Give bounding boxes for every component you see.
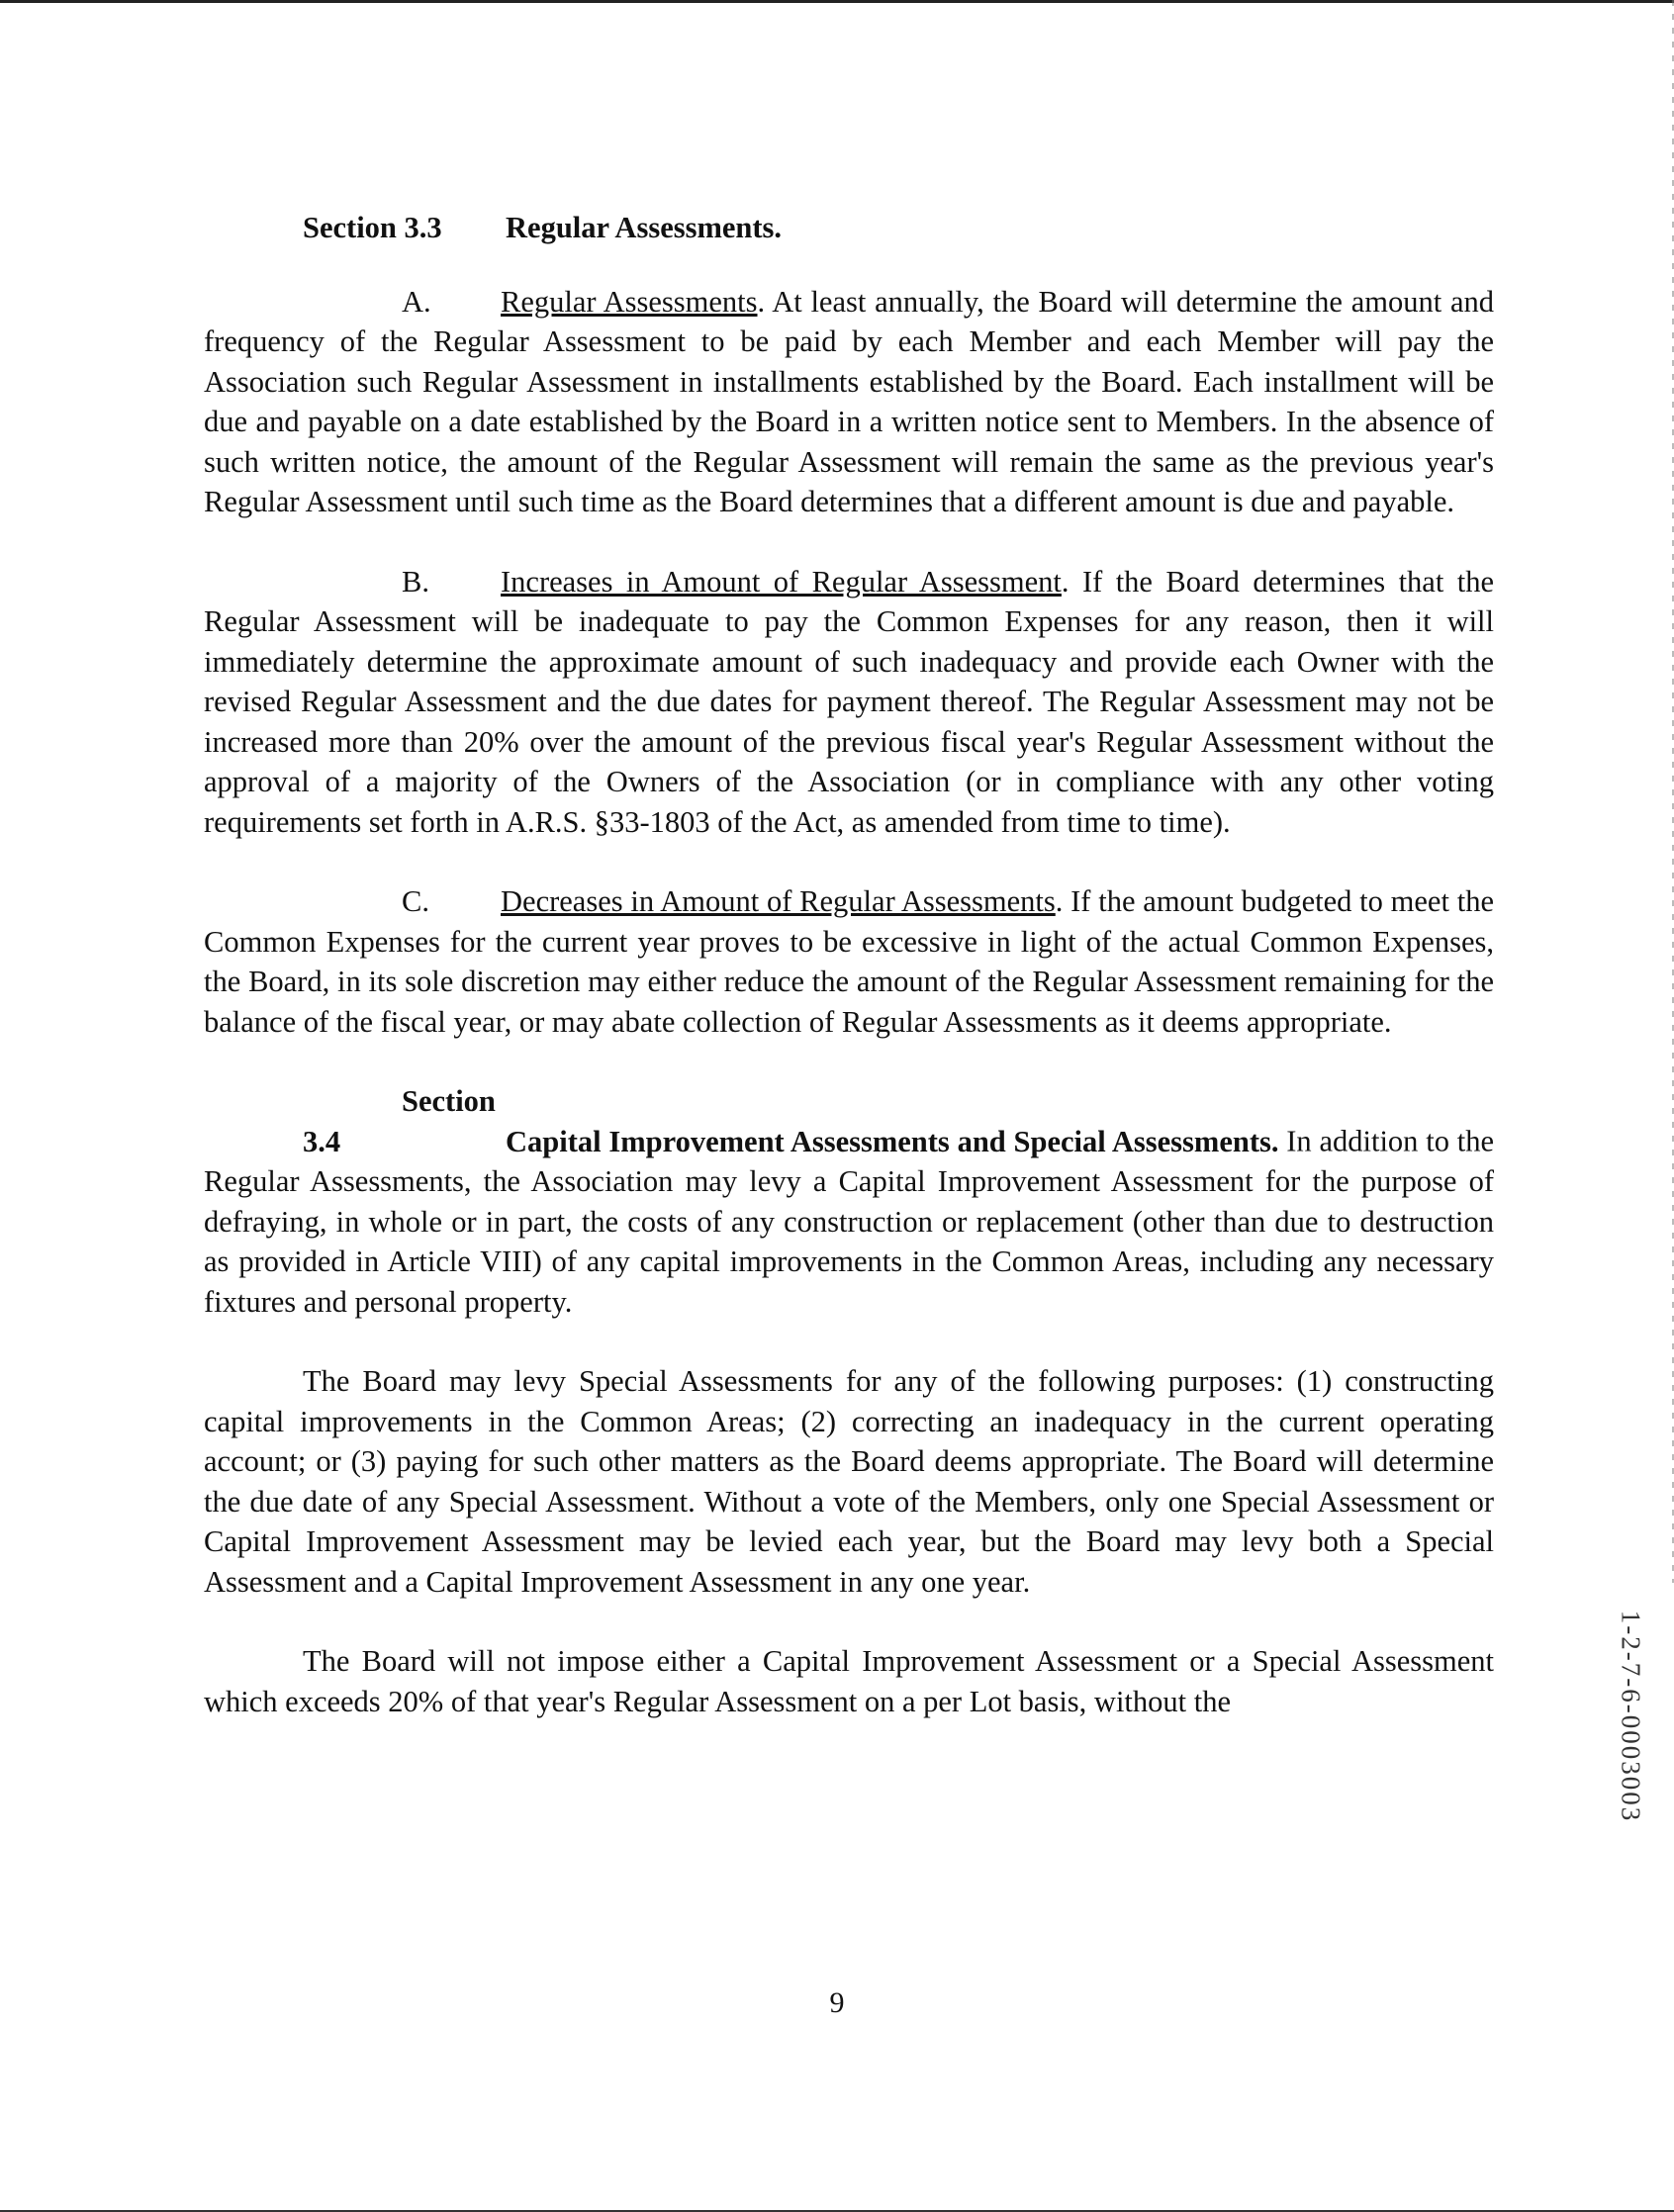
scan-top-border bbox=[0, 0, 1674, 3]
paragraph-assessment-limit: The Board will not impose either a Capital Improvement Assessment or a Special Assessment which exceeds 20% of that year's Regular Assessment on a per Lot basis, without the bbox=[204, 1644, 1494, 1718]
item-letter: B. bbox=[402, 564, 429, 599]
item-letter: C. bbox=[402, 884, 429, 918]
paragraph-special-assessments: The Board may levy Special Assessments for any of the following purposes: (1) constructing capital improvements in the Common Areas; (2) correcting an inadequacy in the current operating account; or (3) paying for such other matters as the Board deems appropriate. The Board will determine the due date of any Special Assessment. Without a vote of the Members, only one Special Assessment or Capital Improvement Assessment may be levied each year, but the Board may levy both a Special Assessment and a Capital Improvement Assessment in any one year. bbox=[204, 1364, 1494, 1599]
recording-stamp-text: 1-2-7-6-0003003 bbox=[1616, 1610, 1646, 1823]
section-number: Section 3.4 bbox=[303, 1084, 496, 1158]
paragraph-c bbox=[204, 881, 1494, 1042]
section-title: Capital Improvement Assessments and Special Assessments. bbox=[506, 1124, 1279, 1158]
section-3-4-heading bbox=[303, 1084, 1279, 1158]
paragraph-b bbox=[204, 562, 1494, 843]
document-body bbox=[204, 208, 1494, 1761]
paragraph-a bbox=[204, 282, 1494, 522]
item-title: Decreases in Amount of Regular Assessments bbox=[501, 884, 1056, 918]
item-letter: A. bbox=[402, 284, 431, 319]
recording-stamp bbox=[1601, 1583, 1660, 1850]
item-text: . If the Board determines that the Regular Assessment will be inadequate to pay the Common Expenses for any reason, then it will immediately determine the approximate amount of such inadequacy and provide each Owner with the revised Regular Assessment and the due dates for payment thereof. The Regular Assessment may not be increased more than 20% over the amount of the previous fiscal year's Regular Assessment without the approval of a majority of the Owners of the Association (or in compliance with any other voting requirements set forth in A.R.S. §33-1803 of the Act, as amended from time to time). bbox=[204, 564, 1495, 839]
section-title: Regular Assessments. bbox=[506, 211, 783, 244]
page-number: 9 bbox=[829, 1986, 845, 2019]
section-3-4-intro bbox=[204, 1081, 1494, 1322]
item-title: Regular Assessments bbox=[501, 284, 758, 319]
section-intro-text: In addition to the Regular Assessments, the Association may levy a Capital Improvement Assessment for the purpose of defraying, in whole or in part, the costs of any construction or replacement (other than due to destruction as provided in Article VIII) of any capital improvements in the Common Areas, including any necessary fixtures and personal property. bbox=[204, 1124, 1494, 1319]
section-number: Section 3.3 bbox=[303, 211, 442, 244]
section-3-3-heading bbox=[204, 208, 1494, 248]
item-text: . At least annually, the Board will determine the amount and frequency of the Regular Assessment to be paid by each Member and each Member will pay the Association such Regular Assessment in installments established by the Board. Each installment will be due and payable on a date established by the Board in a written notice sent to Members. In the absence of such written notice, the amount of the Regular Assessment will remain the same as the previous year's Regular Assessment until such time as the Board determines that a different amount is due and payable. bbox=[204, 284, 1494, 518]
item-text: . If the amount budgeted to meet the Common Expenses for the current year proves to be excessive in light of the actual Common Expenses, the Board, in its sole discretion may either reduce the amount of the Regular Assessment remaining for the balance of the fiscal year, or may abate collection of Regular Assessments as it deems appropriate. bbox=[204, 884, 1494, 1039]
item-title: Increases in Amount of Regular Assessment bbox=[501, 564, 1062, 599]
